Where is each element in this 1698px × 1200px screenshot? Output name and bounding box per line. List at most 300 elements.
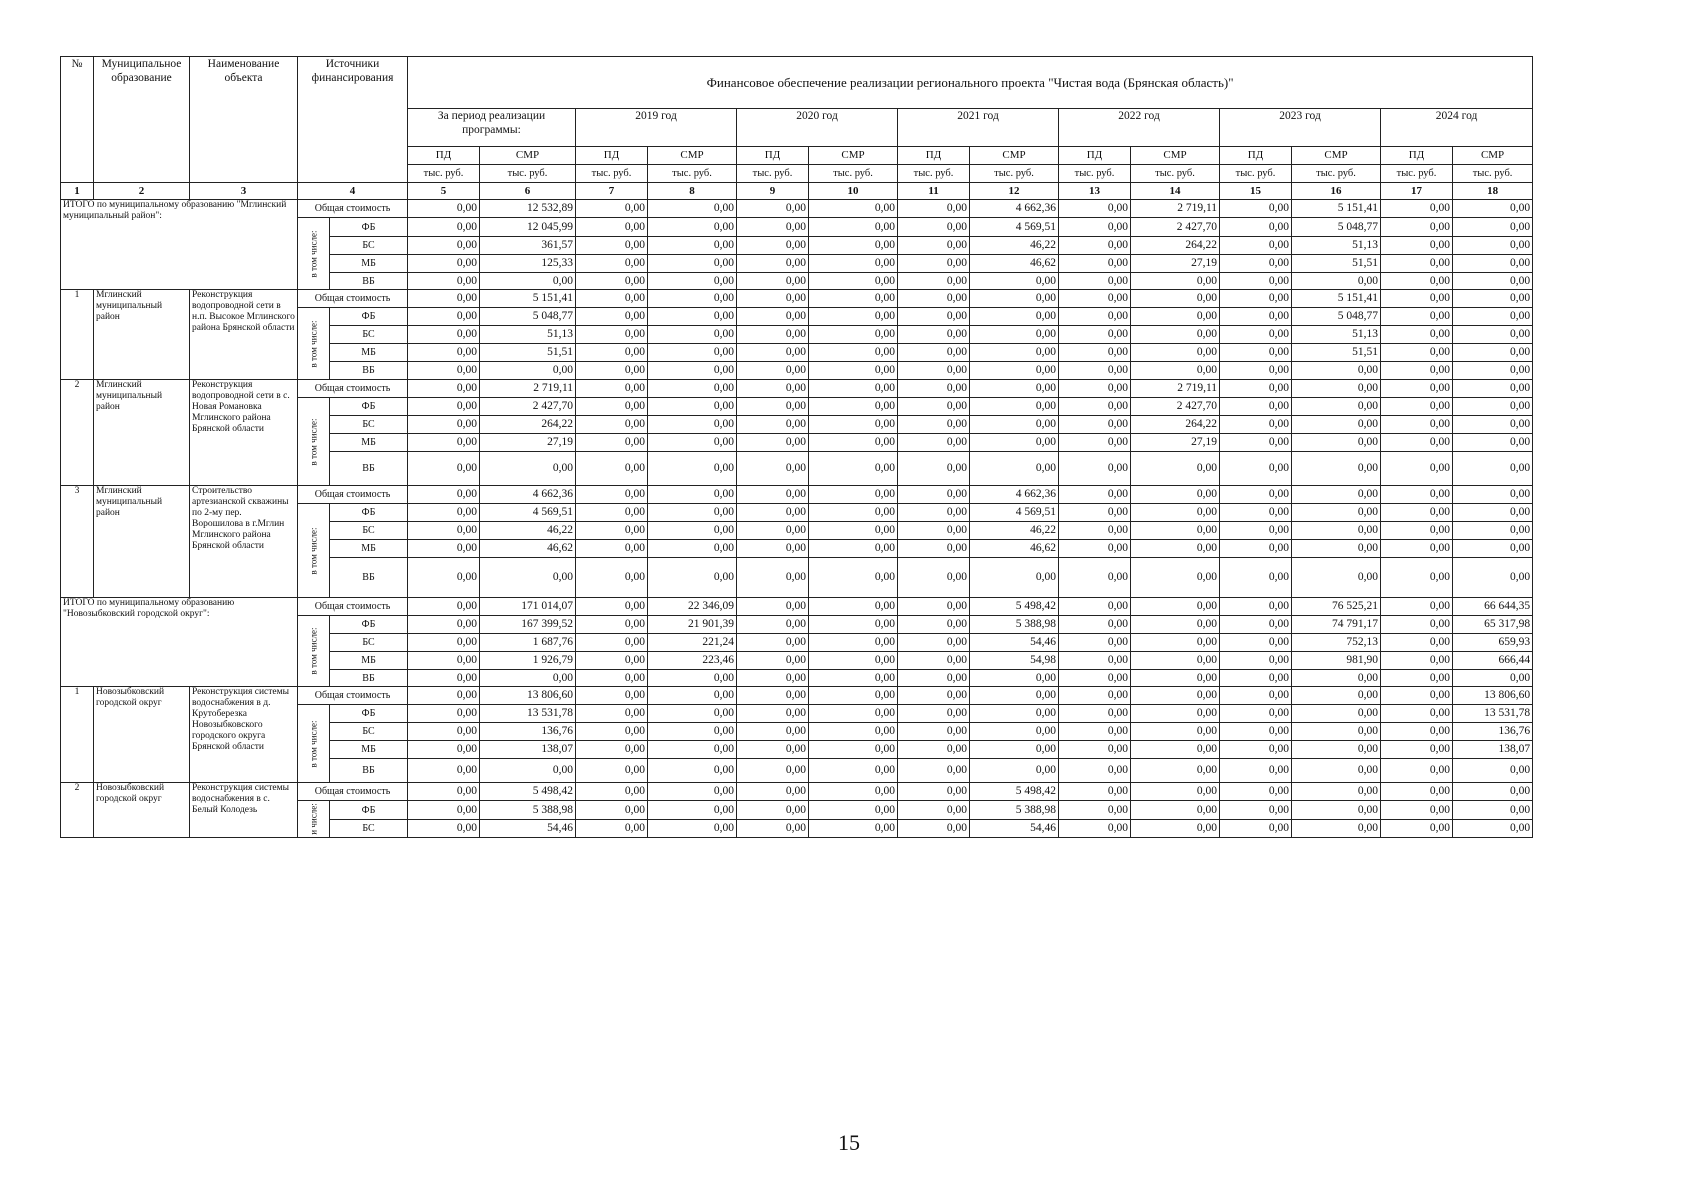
value-cell: 0,00 bbox=[1292, 558, 1381, 598]
value-cell: 0,00 bbox=[809, 200, 898, 218]
value-cell: 0,00 bbox=[648, 486, 737, 504]
value-cell: 0,00 bbox=[1059, 598, 1131, 616]
value-cell: 0,00 bbox=[1453, 380, 1533, 398]
value-cell: 0,00 bbox=[737, 820, 809, 838]
value-cell: 0,00 bbox=[809, 783, 898, 801]
value-cell: 0,00 bbox=[737, 616, 809, 634]
including-text: в том числе: bbox=[308, 320, 318, 367]
value-cell: 4 569,51 bbox=[970, 218, 1059, 237]
pd-header: ПД bbox=[1059, 147, 1131, 165]
value-cell: 264,22 bbox=[480, 416, 576, 434]
value-cell: 0,00 bbox=[1220, 522, 1292, 540]
value-cell: 0,00 bbox=[898, 598, 970, 616]
value-cell: 66 644,35 bbox=[1453, 598, 1533, 616]
value-cell: 0,00 bbox=[737, 759, 809, 783]
value-cell: 54,46 bbox=[970, 634, 1059, 652]
finance-table-sheet bbox=[60, 56, 1582, 838]
value-cell: 0,00 bbox=[898, 398, 970, 416]
value-cell: 0,00 bbox=[648, 670, 737, 687]
value-cell: 0,00 bbox=[1292, 670, 1381, 687]
value-cell: 0,00 bbox=[408, 522, 480, 540]
value-cell: 0,00 bbox=[1453, 486, 1533, 504]
value-cell: 0,00 bbox=[1292, 452, 1381, 486]
value-cell: 0,00 bbox=[970, 687, 1059, 705]
value-cell: 0,00 bbox=[737, 741, 809, 759]
value-cell: 0,00 bbox=[1220, 326, 1292, 344]
table-row bbox=[61, 200, 1691, 218]
value-cell: 0,00 bbox=[648, 759, 737, 783]
value-cell: 46,22 bbox=[970, 237, 1059, 255]
value-cell: 0,00 bbox=[1453, 416, 1533, 434]
value-cell: 0,00 bbox=[1381, 273, 1453, 290]
value-cell: 0,00 bbox=[898, 218, 970, 237]
table-row bbox=[61, 290, 1691, 308]
unit-label: тыс. руб. bbox=[480, 165, 576, 183]
value-cell: 0,00 bbox=[1059, 434, 1131, 452]
value-cell: 0,00 bbox=[737, 558, 809, 598]
value-cell: 0,00 bbox=[737, 634, 809, 652]
value-cell: 4 662,36 bbox=[970, 486, 1059, 504]
value-cell: 0,00 bbox=[1059, 398, 1131, 416]
value-cell: 0,00 bbox=[1292, 522, 1381, 540]
value-cell: 0,00 bbox=[970, 670, 1059, 687]
value-cell: 0,00 bbox=[408, 598, 480, 616]
value-cell: 0,00 bbox=[809, 273, 898, 290]
value-cell: 0,00 bbox=[1220, 344, 1292, 362]
value-cell: 0,00 bbox=[408, 634, 480, 652]
value-cell: 0,00 bbox=[1131, 634, 1220, 652]
value-cell: 0,00 bbox=[1381, 362, 1453, 380]
value-cell: 0,00 bbox=[809, 237, 898, 255]
value-cell: 0,00 bbox=[480, 362, 576, 380]
value-cell: 0,00 bbox=[648, 380, 737, 398]
value-cell: 0,00 bbox=[648, 237, 737, 255]
value-cell: 0,00 bbox=[1131, 670, 1220, 687]
value-cell: 0,00 bbox=[408, 687, 480, 705]
value-cell: 0,00 bbox=[1131, 723, 1220, 741]
value-cell: 0,00 bbox=[809, 705, 898, 723]
source-fb: ФБ bbox=[330, 308, 408, 326]
value-cell: 0,00 bbox=[809, 326, 898, 344]
pd-header: ПД bbox=[1220, 147, 1292, 165]
unit-label: тыс. руб. bbox=[809, 165, 898, 183]
value-cell: 0,00 bbox=[1453, 362, 1533, 380]
value-cell: 5 498,42 bbox=[480, 783, 576, 801]
value-cell: 0,00 bbox=[1453, 218, 1533, 237]
value-cell: 0,00 bbox=[809, 741, 898, 759]
value-cell: 0,00 bbox=[809, 634, 898, 652]
value-cell: 0,00 bbox=[1059, 362, 1131, 380]
including-text: и числе: bbox=[308, 803, 318, 835]
value-cell: 0,00 bbox=[1220, 687, 1292, 705]
value-cell: 0,00 bbox=[648, 687, 737, 705]
value-cell: 0,00 bbox=[737, 344, 809, 362]
table-row bbox=[61, 801, 1691, 820]
unit-label: тыс. руб. bbox=[970, 165, 1059, 183]
value-cell: 0,00 bbox=[1453, 255, 1533, 273]
value-cell: 0,00 bbox=[1453, 273, 1533, 290]
value-cell: 0,00 bbox=[1131, 598, 1220, 616]
value-cell: 0,00 bbox=[737, 398, 809, 416]
value-cell: 0,00 bbox=[1220, 741, 1292, 759]
value-cell: 0,00 bbox=[648, 783, 737, 801]
value-cell: 0,00 bbox=[1292, 723, 1381, 741]
value-cell: 76 525,21 bbox=[1292, 598, 1381, 616]
value-cell: 0,00 bbox=[1059, 308, 1131, 326]
smr-header: СМР bbox=[648, 147, 737, 165]
source-vb: ВБ bbox=[330, 759, 408, 783]
column-number: 12 bbox=[970, 183, 1059, 200]
value-cell: 0,00 bbox=[1059, 504, 1131, 522]
value-cell: 0,00 bbox=[1220, 398, 1292, 416]
value-cell: 0,00 bbox=[737, 598, 809, 616]
value-cell: 0,00 bbox=[737, 783, 809, 801]
value-cell: 0,00 bbox=[898, 273, 970, 290]
value-cell: 0,00 bbox=[648, 705, 737, 723]
value-cell: 138,07 bbox=[480, 741, 576, 759]
value-cell: 0,00 bbox=[1292, 398, 1381, 416]
pd-header: ПД bbox=[737, 147, 809, 165]
value-cell: 12 532,89 bbox=[480, 200, 576, 218]
value-cell: 0,00 bbox=[1381, 540, 1453, 558]
value-cell: 0,00 bbox=[576, 362, 648, 380]
source-total-cost: Общая стоимость bbox=[298, 486, 408, 504]
value-cell: 0,00 bbox=[576, 558, 648, 598]
value-cell: 5 151,41 bbox=[1292, 290, 1381, 308]
including-label bbox=[298, 801, 330, 838]
value-cell: 0,00 bbox=[1131, 759, 1220, 783]
column-number: 16 bbox=[1292, 183, 1381, 200]
smr-header: СМР bbox=[809, 147, 898, 165]
value-cell: 0,00 bbox=[1131, 652, 1220, 670]
value-cell: 0,00 bbox=[898, 616, 970, 634]
item-municipality: Мглинский муниципальный район bbox=[94, 290, 190, 380]
value-cell: 0,00 bbox=[737, 434, 809, 452]
value-cell: 0,00 bbox=[898, 416, 970, 434]
table-row bbox=[61, 598, 1691, 616]
value-cell: 0,00 bbox=[576, 670, 648, 687]
value-cell: 0,00 bbox=[576, 273, 648, 290]
value-cell: 0,00 bbox=[408, 434, 480, 452]
value-cell: 27,19 bbox=[480, 434, 576, 452]
value-cell: 0,00 bbox=[576, 237, 648, 255]
item-number: 2 bbox=[61, 783, 94, 838]
pd-header: ПД bbox=[408, 147, 480, 165]
value-cell: 46,62 bbox=[970, 540, 1059, 558]
value-cell: 0,00 bbox=[1131, 741, 1220, 759]
value-cell: 0,00 bbox=[809, 255, 898, 273]
value-cell: 46,22 bbox=[480, 522, 576, 540]
value-cell: 0,00 bbox=[809, 504, 898, 522]
value-cell: 0,00 bbox=[898, 434, 970, 452]
value-cell: 0,00 bbox=[1453, 670, 1533, 687]
value-cell: 0,00 bbox=[1381, 255, 1453, 273]
source-bs: БС bbox=[330, 416, 408, 434]
source-bs: БС bbox=[330, 237, 408, 255]
value-cell: 0,00 bbox=[1220, 290, 1292, 308]
value-cell: 0,00 bbox=[1292, 362, 1381, 380]
itogo-label: ИТОГО по муниципальному образованию "Мглинский муниципальный район": bbox=[61, 200, 298, 290]
value-cell: 0,00 bbox=[576, 687, 648, 705]
period-header: 2019 год bbox=[576, 109, 737, 147]
value-cell: 0,00 bbox=[1131, 273, 1220, 290]
value-cell: 0,00 bbox=[809, 380, 898, 398]
source-total-cost: Общая стоимость bbox=[298, 598, 408, 616]
value-cell: 0,00 bbox=[809, 820, 898, 838]
value-cell: 0,00 bbox=[809, 540, 898, 558]
value-cell: 0,00 bbox=[1220, 820, 1292, 838]
column-number: 1 bbox=[61, 183, 94, 200]
value-cell: 0,00 bbox=[648, 273, 737, 290]
value-cell: 1 687,76 bbox=[480, 634, 576, 652]
source-vb: ВБ bbox=[330, 273, 408, 290]
value-cell: 0,00 bbox=[1292, 820, 1381, 838]
value-cell: 361,57 bbox=[480, 237, 576, 255]
source-fb: ФБ bbox=[330, 616, 408, 634]
value-cell: 21 901,39 bbox=[648, 616, 737, 634]
including-text: в том числе: bbox=[308, 720, 318, 767]
unit-label: тыс. руб. bbox=[1220, 165, 1292, 183]
value-cell: 46,62 bbox=[480, 540, 576, 558]
item-number: 3 bbox=[61, 486, 94, 598]
value-cell: 0,00 bbox=[1292, 759, 1381, 783]
column-number: 2 bbox=[94, 183, 190, 200]
value-cell: 0,00 bbox=[970, 705, 1059, 723]
value-cell: 0,00 bbox=[576, 723, 648, 741]
unit-label: тыс. руб. bbox=[648, 165, 737, 183]
value-cell: 0,00 bbox=[648, 200, 737, 218]
item-object: Реконструкция системы водоснабжения в д. Крутоберезка Новозыбковского городского округа Брянской области bbox=[190, 687, 298, 783]
value-cell: 0,00 bbox=[576, 820, 648, 838]
value-cell: 0,00 bbox=[1381, 522, 1453, 540]
value-cell: 659,93 bbox=[1453, 634, 1533, 652]
value-cell: 0,00 bbox=[648, 522, 737, 540]
value-cell: 0,00 bbox=[648, 255, 737, 273]
value-cell: 0,00 bbox=[1453, 326, 1533, 344]
value-cell: 0,00 bbox=[1453, 434, 1533, 452]
value-cell: 0,00 bbox=[809, 801, 898, 820]
source-fb: ФБ bbox=[330, 705, 408, 723]
value-cell: 0,00 bbox=[970, 558, 1059, 598]
source-bs: БС bbox=[330, 820, 408, 838]
column-number: 18 bbox=[1453, 183, 1533, 200]
value-cell: 0,00 bbox=[408, 200, 480, 218]
header-col-source: Источники финансирования bbox=[298, 57, 408, 183]
value-cell: 5 498,42 bbox=[970, 598, 1059, 616]
smr-header: СМР bbox=[970, 147, 1059, 165]
value-cell: 0,00 bbox=[1131, 308, 1220, 326]
value-cell: 0,00 bbox=[1220, 504, 1292, 522]
value-cell: 0,00 bbox=[1059, 820, 1131, 838]
value-cell: 0,00 bbox=[408, 326, 480, 344]
value-cell: 5 498,42 bbox=[970, 783, 1059, 801]
value-cell: 0,00 bbox=[576, 705, 648, 723]
page-number: 15 bbox=[838, 1130, 860, 1155]
value-cell: 0,00 bbox=[576, 522, 648, 540]
table-row bbox=[61, 308, 1691, 326]
item-object: Реконструкция водопроводной сети в с. Новая Романовка Мглинского района Брянской области bbox=[190, 380, 298, 486]
value-cell: 0,00 bbox=[408, 705, 480, 723]
value-cell: 0,00 bbox=[1453, 820, 1533, 838]
value-cell: 0,00 bbox=[576, 434, 648, 452]
value-cell: 0,00 bbox=[1381, 616, 1453, 634]
item-number: 1 bbox=[61, 290, 94, 380]
value-cell: 0,00 bbox=[408, 308, 480, 326]
value-cell: 0,00 bbox=[809, 670, 898, 687]
value-cell: 0,00 bbox=[737, 200, 809, 218]
value-cell: 0,00 bbox=[737, 452, 809, 486]
value-cell: 0,00 bbox=[1381, 434, 1453, 452]
value-cell: 2 719,11 bbox=[1131, 380, 1220, 398]
value-cell: 0,00 bbox=[809, 434, 898, 452]
item-municipality: Мглинский муниципальный район bbox=[94, 486, 190, 598]
including-label bbox=[298, 308, 330, 380]
column-number: 11 bbox=[898, 183, 970, 200]
value-cell: 0,00 bbox=[1059, 616, 1131, 634]
value-cell: 0,00 bbox=[898, 344, 970, 362]
value-cell: 0,00 bbox=[737, 801, 809, 820]
value-cell: 0,00 bbox=[1131, 705, 1220, 723]
value-cell: 0,00 bbox=[1220, 255, 1292, 273]
source-mb: МБ bbox=[330, 344, 408, 362]
value-cell: 0,00 bbox=[1131, 522, 1220, 540]
column-number: 15 bbox=[1220, 183, 1292, 200]
value-cell: 0,00 bbox=[809, 687, 898, 705]
value-cell: 0,00 bbox=[898, 362, 970, 380]
header-col-no: № bbox=[61, 57, 94, 183]
column-number: 8 bbox=[648, 183, 737, 200]
value-cell: 0,00 bbox=[1381, 759, 1453, 783]
value-cell: 2 719,11 bbox=[480, 380, 576, 398]
value-cell: 981,90 bbox=[1292, 652, 1381, 670]
value-cell: 0,00 bbox=[970, 326, 1059, 344]
value-cell: 0,00 bbox=[408, 344, 480, 362]
value-cell: 0,00 bbox=[970, 344, 1059, 362]
including-label bbox=[298, 504, 330, 598]
source-fb: ФБ bbox=[330, 398, 408, 416]
value-cell: 0,00 bbox=[1059, 452, 1131, 486]
value-cell: 0,00 bbox=[737, 723, 809, 741]
value-cell: 0,00 bbox=[480, 670, 576, 687]
value-cell: 2 427,70 bbox=[480, 398, 576, 416]
value-cell: 0,00 bbox=[1220, 705, 1292, 723]
value-cell: 0,00 bbox=[408, 255, 480, 273]
value-cell: 0,00 bbox=[970, 362, 1059, 380]
value-cell: 0,00 bbox=[408, 540, 480, 558]
unit-label: тыс. руб. bbox=[408, 165, 480, 183]
value-cell: 54,46 bbox=[480, 820, 576, 838]
value-cell: 0,00 bbox=[898, 652, 970, 670]
value-cell: 0,00 bbox=[1059, 218, 1131, 237]
value-cell: 0,00 bbox=[1381, 416, 1453, 434]
smr-header: СМР bbox=[1292, 147, 1381, 165]
value-cell: 2 719,11 bbox=[1131, 200, 1220, 218]
value-cell: 0,00 bbox=[1131, 344, 1220, 362]
value-cell: 0,00 bbox=[648, 801, 737, 820]
value-cell: 54,46 bbox=[970, 820, 1059, 838]
value-cell: 0,00 bbox=[576, 326, 648, 344]
value-cell: 0,00 bbox=[1381, 326, 1453, 344]
value-cell: 0,00 bbox=[1292, 540, 1381, 558]
unit-label: тыс. руб. bbox=[576, 165, 648, 183]
value-cell: 0,00 bbox=[1131, 486, 1220, 504]
value-cell: 0,00 bbox=[1292, 434, 1381, 452]
value-cell: 125,33 bbox=[480, 255, 576, 273]
value-cell: 0,00 bbox=[1059, 670, 1131, 687]
header-col-municipality: Муниципальное образование bbox=[94, 57, 190, 183]
value-cell: 0,00 bbox=[1131, 290, 1220, 308]
column-number: 3 bbox=[190, 183, 298, 200]
value-cell: 0,00 bbox=[576, 344, 648, 362]
column-number: 10 bbox=[809, 183, 898, 200]
value-cell: 0,00 bbox=[1453, 783, 1533, 801]
value-cell: 0,00 bbox=[809, 723, 898, 741]
value-cell: 0,00 bbox=[1381, 380, 1453, 398]
value-cell: 0,00 bbox=[408, 783, 480, 801]
smr-header: СМР bbox=[1453, 147, 1533, 165]
value-cell: 0,00 bbox=[809, 218, 898, 237]
source-total-cost: Общая стоимость bbox=[298, 783, 408, 801]
value-cell: 171 014,07 bbox=[480, 598, 576, 616]
value-cell: 0,00 bbox=[1131, 452, 1220, 486]
value-cell: 0,00 bbox=[737, 380, 809, 398]
value-cell: 0,00 bbox=[648, 820, 737, 838]
table-title: Финансовое обеспечение реализации регионального проекта "Чистая вода (Брянская область)" bbox=[408, 57, 1533, 109]
value-cell: 0,00 bbox=[1059, 326, 1131, 344]
value-cell: 0,00 bbox=[898, 759, 970, 783]
value-cell: 167 399,52 bbox=[480, 616, 576, 634]
value-cell: 13 531,78 bbox=[480, 705, 576, 723]
value-cell: 0,00 bbox=[1131, 504, 1220, 522]
value-cell: 0,00 bbox=[1381, 486, 1453, 504]
value-cell: 0,00 bbox=[1131, 820, 1220, 838]
value-cell: 0,00 bbox=[1381, 237, 1453, 255]
value-cell: 0,00 bbox=[737, 687, 809, 705]
value-cell: 0,00 bbox=[970, 741, 1059, 759]
value-cell: 0,00 bbox=[737, 705, 809, 723]
value-cell: 0,00 bbox=[737, 273, 809, 290]
value-cell: 5 048,77 bbox=[480, 308, 576, 326]
value-cell: 0,00 bbox=[1059, 200, 1131, 218]
value-cell: 0,00 bbox=[1292, 504, 1381, 522]
value-cell: 0,00 bbox=[898, 783, 970, 801]
value-cell: 0,00 bbox=[1131, 687, 1220, 705]
value-cell: 0,00 bbox=[1453, 759, 1533, 783]
value-cell: 0,00 bbox=[648, 326, 737, 344]
value-cell: 0,00 bbox=[480, 273, 576, 290]
value-cell: 0,00 bbox=[408, 362, 480, 380]
value-cell: 0,00 bbox=[1059, 416, 1131, 434]
value-cell: 0,00 bbox=[1220, 783, 1292, 801]
value-cell: 0,00 bbox=[1220, 723, 1292, 741]
value-cell: 54,98 bbox=[970, 652, 1059, 670]
value-cell: 0,00 bbox=[1220, 273, 1292, 290]
table-row bbox=[61, 218, 1691, 237]
table-row bbox=[61, 398, 1691, 416]
value-cell: 0,00 bbox=[576, 504, 648, 522]
value-cell: 0,00 bbox=[809, 652, 898, 670]
value-cell: 0,00 bbox=[1059, 540, 1131, 558]
value-cell: 0,00 bbox=[1453, 504, 1533, 522]
value-cell: 0,00 bbox=[970, 759, 1059, 783]
including-text: в том числе: bbox=[308, 527, 318, 574]
value-cell: 0,00 bbox=[480, 452, 576, 486]
including-text: в том числе: bbox=[308, 230, 318, 277]
value-cell: 0,00 bbox=[970, 434, 1059, 452]
pd-header: ПД bbox=[1381, 147, 1453, 165]
value-cell: 0,00 bbox=[1381, 670, 1453, 687]
value-cell: 0,00 bbox=[898, 452, 970, 486]
